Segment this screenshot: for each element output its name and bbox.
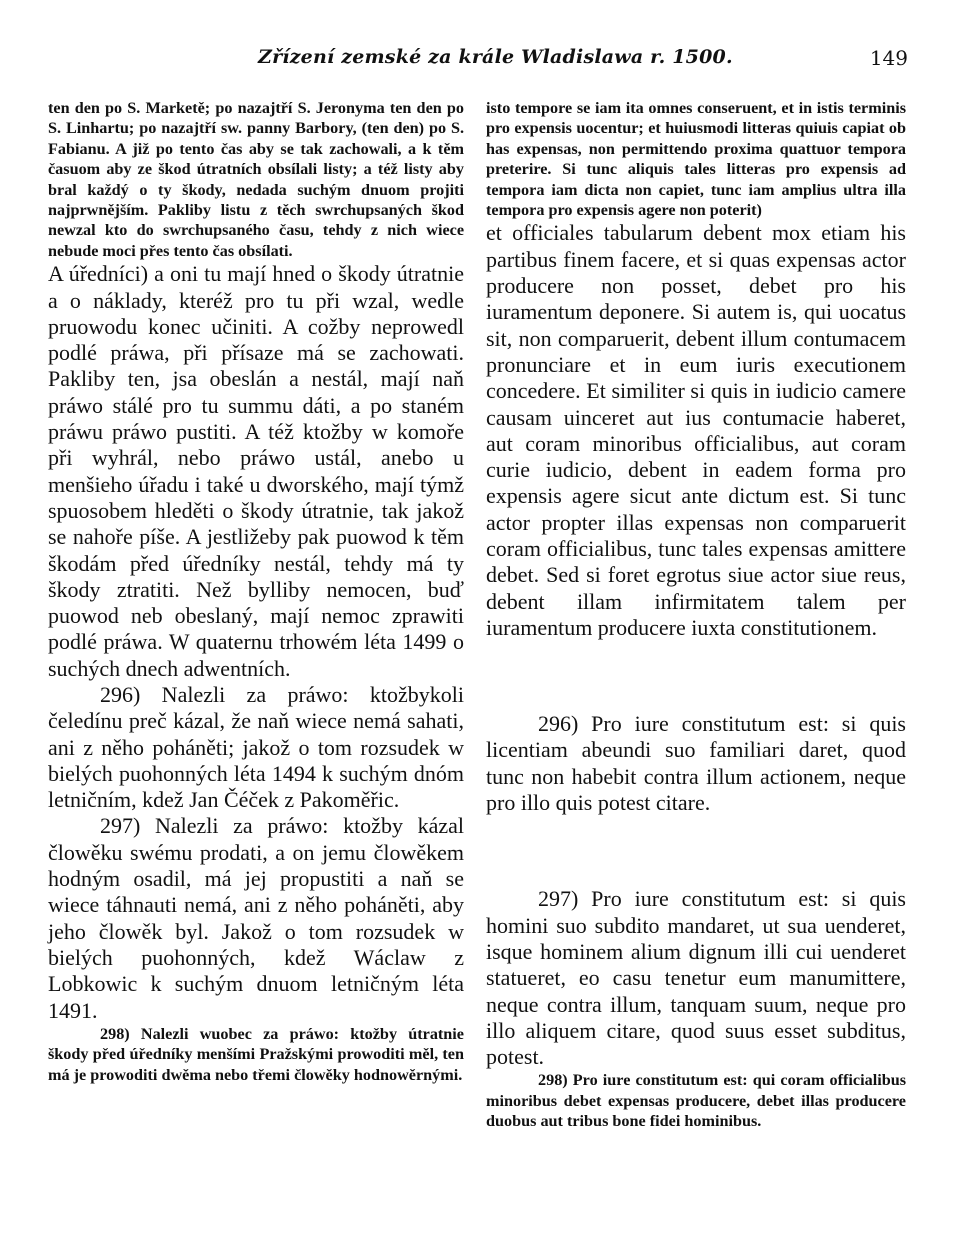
latin-intro-paragraph-small: isto tempore se iam ita omnes conseruent, et in istis terminis pro expensis uocentur; et huiusmodi litteras quiuis capiat ob has expensas, non permittendo proxima quattuor tempora preterire. Si tunc aliquis tales litteras pro expensis ad tempora iam dicta non capiet, tunc iam amplius ultra illa tempora pro expensis agere non poterit) [486,99,906,220]
article-297-latin: 297) Pro iure constitutum est: si quis homini suo subdito mandaret, ut sua uenderet, isque hominem alium dignum illi cui uenderet statueret, eo casu tenetur eum manumittere, neque contra illum, tanquam suum, neque pro illo aliquem citare, quod suus esset subditus, potest. [486,886,906,1070]
article-298-czech: 298) Nalezli wuobec za práwo: ktožby útratnie škody před úředníky menšími Pražskými prowoditi měl, ten má je prowoditi dwěma nebo třemi člowěky hodnowěrnými. [48,1024,464,1084]
running-title: Zřízení zemské za krále Wladislawa r. 1500. [258,46,733,68]
latin-intro-paragraph-continued: et officiales tabularum debent mox etiam his partibus finem facere, et si quas expensas actor producere non posset, debet pro his iuramentum deponere. Si autem is, qui uocatus sit, non comparuerit, debent illum contumacem pronunciare et in eum iuris executionem concedere. Et similiter si quis in iudicio camere causam uinceret aut ius contumacie haberet, aut coram minoribus officialibus, aut coram curie iudicio, debent in eadem forma pro expensis agere sicut ante dictum est. Si tunc actor propter illas expensas non comparuerit coram officialibus, tunc tales expensas amittere debet. Sed si foret egrotus siue actor siue reus, debent illam infirmitatem talem per iuramentum producere iuxta constitutionem. [486,220,906,640]
page-header [48,46,908,76]
article-296-latin: 296) Pro iure constitutum est: si quis licentiam abeundi suo familiari daret, quod tunc non habebit contra illum actionem, neque pro illo quis potest citare. [486,711,906,816]
page-number: 149 [869,46,908,70]
article-296-czech: 296) Nalezli za práwo: ktožbykoli čeledínu preč kázal, že naň wiece nemá sahati, ani z něho poháněti; jakož o tom rozsudek w bielých puohonných léta 1494 k suchým dnóm letničním, kdež Jan Čéček z Pakoměřic. [48,682,464,813]
article-298-latin: 298) Pro iure constitutum est: qui coram officialibus minoribus debet expensas producere, debet illas producere duobus aut tribus bone fidei hominibus. [486,1071,906,1131]
article-297-czech: 297) Nalezli za práwo: ktožby kázal člowěku swému prodati, a on jemu člowěkem hodným osadil, má jej propustiti a naň se wiece táhnauti nemá, ani z něho poháněti, aby jeho člowěk byl. Jakož o tom rozsudek w bielých puohonných, kdež Wáclaw z Lobkowic k suchým dnuom letničným léta 1491. [48,813,464,1023]
czech-text-column [48,98,464,1085]
intro-paragraph-continued: A úředníci) a oni tu mají hned o škody útratnie a o náklady, kteréž pro tu při wzal, wedle pruowodu konec učiniti. A cožby neprowedl podlé práwa, při přísaze má se zachowati. Pakliby ten, jsa obeslán a nestál, mají naň práwo stálé pro tu summu dáti, a po staném práwu práwo pustiti. A též ktožby w komoře při wyhrál, nebo práwo ustál, anebo u menšieho úřadu i také u dworského, mají týmž spuosobem hleděti o škody útratnie, tak jakož se nahoře píše. A jestližeby pak puowod k těm škodám před úředníky nestál, tehdy má ty škody ztratiti. Než bylliby nemocen, buď puowod neb obeslaný, mají nemoc zprawiti podlé práwa. W quaternu trhowém léta 1499 o suchých dnech adwentních. [48,261,464,681]
intro-paragraph-small: ten den po S. Marketě; po nazajtří S. Jeronyma ten den po S. Linhartu; po nazajtří sw. panny Barbory, (ten den) po S. Fabianu. A již po tento čas aby se tak zachowali, a k těm časuom aby ze škod útratních obsílali listy; a též listy aby bral každý o ty škody, nedada suchým dnuom projiti najprwnějším. Pakliby listu z těch swrchupsaných škod newzal kto do swrchupsaného času, tehdy z nich wiece nebude moci přes tento čas obsílati. [48,99,464,260]
latin-text-column [486,98,906,1132]
